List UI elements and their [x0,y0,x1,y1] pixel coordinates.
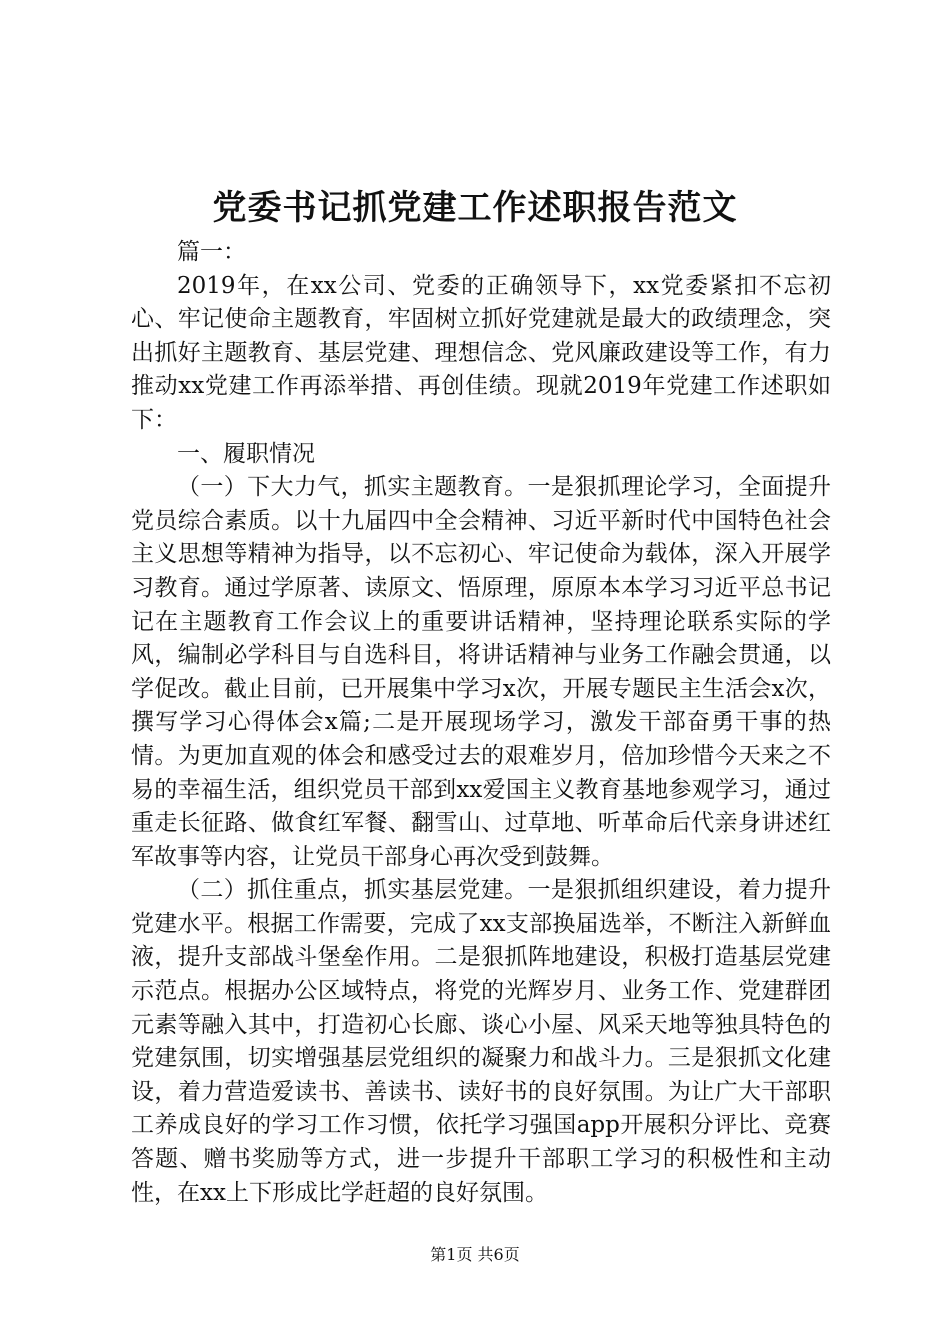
intro-paragraph: 2019年，在xx公司、党委的正确领导下，xx党委紧扣不忘初心、牢记使命主题教育，牢固树立抓好党建就是最大的政绩理念，突出抓好主题教育、基层党建、理想信念、党风廉政建设等工作，有力推动xx党建工作再添举措、再创佳绩。现就2019年党建工作述职如下： [131,272,831,433]
section-heading: 一、履职情况 [177,440,315,467]
body-paragraph: （二）抓住重点，抓实基层党建。一是狠抓组织建设，着力提升党建水平。根据工作需要，完成了xx支部换届选举，不断注入新鲜血液，提升支部战斗堡垒作用。二是狠抓阵地建设，积极打造基层党建示范点。根据办公区域特点，将党的光辉岁月、业务工作、党建群团元素等融入其中，打造初心长廊、谈心小屋、风采天地等独具特色的党建氛围，切实增强基层党组织的凝聚力和战斗力。三是狠抓文化建设，着力营造爱读书、善读书、读好书的良好氛围。为让广大干部职工养成良好的学习工作习惯，依托学习强国app开展积分评比、竞赛答题、赠书奖励等方式，进一步提升干部职工学习的积极性和主动性，在xx上下形成比学赶超的良好氛围。 [131,877,831,1206]
document-title: 党委书记抓党建工作述职报告范文 [212,188,738,228]
body-paragraph: （一）下大力气，抓实主题教育。一是狠抓理论学习，全面提升党员综合素质。以十九届四中全会精神、习近平新时代中国特色社会主义思想等精神为指导，以不忘初心、牢记使命为载体，深入开展学习教育。通过学原著、读原文、悟原理，原原本本学习习近平总书记记在主题教育工作会议上的重要讲话精神，坚持理论联系实际的学风，编制必学科目与自选科目，将讲话精神与业务工作融会贯通，以学促改。截止目前，已开展集中学习x次，开展专题民主生活会x次，撰写学习心得体会x篇;二是开展现场学习，激发干部奋勇干事的热情。为更加直观的体会和感受过去的艰难岁月，倍加珍惜今天来之不易的幸福生活，组织党员干部到xx爱国主义教育基地参观学习，通过重走长征路、做食红军餐、翻雪山、过草地、听革命后代亲身讲述红军故事等内容，让党员干部身心再次受到鼓舞。 [131,474,831,870]
section-label: 篇一： [177,239,246,265]
page-footer: 第1页 共6页 [430,1245,520,1264]
document-body [131,236,831,1210]
